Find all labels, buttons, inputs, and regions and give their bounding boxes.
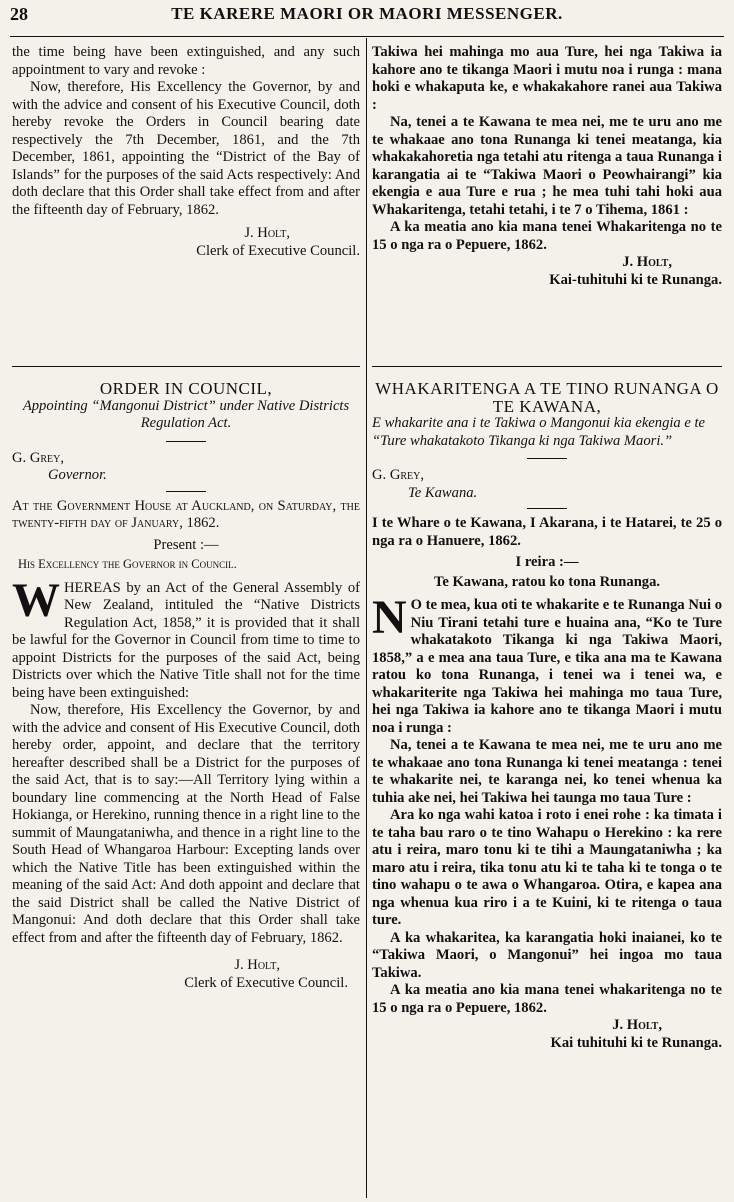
short-rule — [527, 508, 567, 509]
page-header — [10, 4, 724, 32]
notice-text-1: Takiwa hei mahinga mo aua Ture, hei nga Takiwa ia kahore ano te tikanga Maori i mutu noa i runga : mana hoki e whakaputa ke, e whakakahore ranei aua Takiwa : — [372, 44, 722, 113]
governor-name: G. Grey, — [12, 449, 65, 466]
signature-name: J. Holt, — [622, 254, 672, 270]
present-label: I reira :— — [515, 554, 579, 570]
column-divider — [366, 38, 367, 1198]
section-rule-right — [372, 366, 722, 367]
order-body-2: Ara ko nga wahi katoa i roto i enei rohe : ka timata i te taha bau raro o te tino Wahapu o Herekino : ka rere atu i reira, maro tonu ki te tihi a Maungataniwha ; ka maro atu i reira, tika tonu atu ki te taha ki te tonga o te tino wahapu o te awa o Whangaroa. Otira, e kapea ana nga whenua kua riro i a te Kuini, ki te ritenga o taua ture. — [372, 807, 722, 928]
order-in-council — [12, 380, 360, 992]
short-rule — [166, 491, 206, 492]
order-preamble: O te mea, kua oti te whakarite e te Runanga Nui o Niu Tirani tetahi ture e huaina ana, “Ko te Ture whakatakoto Tikanga ki nga Takiwa Maori, 1858,” a e mea ana taua Ture, e tika ana ma te Kawana ratou ko tona Runanga, i tenei wa i tenei wa, e whakariterite nga Takiwa hei mahinga mo taua Ture, hei nga Takiwa ia kahore ano te tikanga Maori i mutu noa i runga : — [372, 597, 722, 736]
short-rule — [166, 441, 206, 442]
signature-name: J. Holt, — [244, 225, 290, 241]
signature-title: Clerk of Executive Council. — [196, 242, 360, 259]
meeting-place: I te Whare o te Kawana, I Akarana, i te Hatarei, te 25 o nga ra o Hanuere, 1862. — [372, 515, 722, 549]
signature-title: Clerk of Executive Council. — [184, 974, 348, 991]
order-title: ORDER IN COUNCIL, — [99, 379, 273, 398]
drop-cap: W — [12, 573, 60, 627]
order-body-4: A ka meatia ano kia mana tenei whakaritenga no te 15 o nga ra o Pepuere, 1862. — [372, 982, 722, 1016]
order-body-1: Na, tenei a te Kawana te mea nei, me te uru ano me te whakaae ano tona Runanga ki tenei meatanga : tenei te whakarite nei, te karanga nei, ko tenei whenua ka tuhia ake nei, hei Takiwa hei taunga mo taua Ture : — [372, 737, 722, 806]
present-list: Te Kawana, ratou ko tona Runanga. — [433, 573, 661, 590]
order-body-3: A ka whakaritea, ka karangatia hoki inaianei, ko te “Takiwa Maori, o Mangonui” hei ingoa mo taua Takiwa. — [372, 929, 722, 981]
header-rule — [10, 36, 724, 37]
governor-name: G. Grey, — [372, 467, 425, 483]
present-label: Present :— — [153, 536, 219, 553]
meeting-place: At the Government House at Auckland, on Saturday, the twenty-fifth day of January, 1862. — [12, 497, 360, 531]
top-left-notice — [12, 44, 360, 260]
whakaritenga-order — [372, 380, 722, 1052]
order-subtitle: Appointing “Mangonui District” under Native Districts Regulation Act. — [22, 397, 350, 431]
notice-text-1: the time being have been extinguished, and any such appointment to vary and revoke : — [12, 44, 360, 78]
signature-title: Kai-tuhituhi ki te Runanga. — [549, 271, 722, 288]
governor-title: Te Kawana. — [408, 484, 478, 501]
present-list: His Excellency the Governor in Council. — [18, 557, 237, 571]
top-right-notice — [372, 44, 722, 289]
order-title: WHAKARITENGA A TE TINO RUNANGA O TE KAWANA, — [375, 379, 719, 416]
signature-name: J. Holt, — [234, 957, 280, 973]
drop-cap: N — [372, 591, 407, 644]
notice-text-2: Now, therefore, His Excellency the Governor, by and with the advice and consent of his Executive Council, doth hereby revoke the Orders in Council bearing date respectively the 7th December, 1861, and the 7th December, 1861, appointing the “District of the Bay of Islands” for the purposes of the said Acts respectively: And doth declare that this Order shall take effect from and after the fifteenth day of February, 1862. — [12, 79, 360, 218]
signature-name: J. Holt, — [612, 1017, 662, 1033]
governor-title: Governor. — [48, 467, 107, 483]
order-body: Now, therefore, His Excellency the Governor, by and with the advice and consent of His Executive Council, doth hereby order, appoint, and declare that the territory hereafter described shall be a District for the purposes of the said Act, that is to say:—All Territory lying within a boundary line commencing at the North Head of False Hokianga, or Herekino, running thence in a right line to the summit of Maungataniwha, and thence in a right line to the South Head of Whangaroa Harbour: Excepting lands over which the Native Title has been extinguished within the meaning of the said Act: And doth appoint and declare that the said District shall be called the Native District of Mangonui: And doth declare that this Order shall take effect from and after the fifteenth day of February, 1862. — [12, 702, 360, 946]
page-number: 28 — [10, 4, 28, 24]
running-title: TE KARERE MAORI OR MAORI MESSENGER. — [171, 4, 563, 23]
order-preamble: HEREAS by an Act of the General Assembly of New Zealand, intituled the “Native Districts Regulation Act, 1858,” it is provided that it shall be lawful for the Governor in Council from time to time to appoint Districts for the purposes of the said Act, being Districts over which the Native Title shall not for the time being have been extinguished: — [12, 579, 360, 701]
notice-text-3: A ka meatia ano kia mana tenei Whakaritenga no te 15 o nga ra o Pepuere, 1862. — [372, 219, 722, 253]
order-subtitle: E whakarite ana i te Takiwa o Mangonui kia ekengia e te “Ture whakatakoto Tikanga ki nga Takiwa Maori.” — [372, 415, 706, 449]
short-rule — [527, 458, 567, 459]
notice-text-2: Na, tenei a te Kawana te mea nei, me te uru ano me te whakaae ano tona Runanga ki tenei meatanga, kia whakakahoretia nga tetahi atu ritenga a taua Runanga i karangatia ai te “Takiwa Maori o Peowhairangi” kia ekengia e aua Ture e rua ; he mea tuhi tahi hoki aua Whakaritenga, tetahi tetahi, i te 7 o Tihema, 1861 : — [372, 114, 722, 218]
signature-title: Kai tuhituhi ki te Runanga. — [550, 1034, 722, 1051]
section-rule-left — [12, 366, 360, 367]
